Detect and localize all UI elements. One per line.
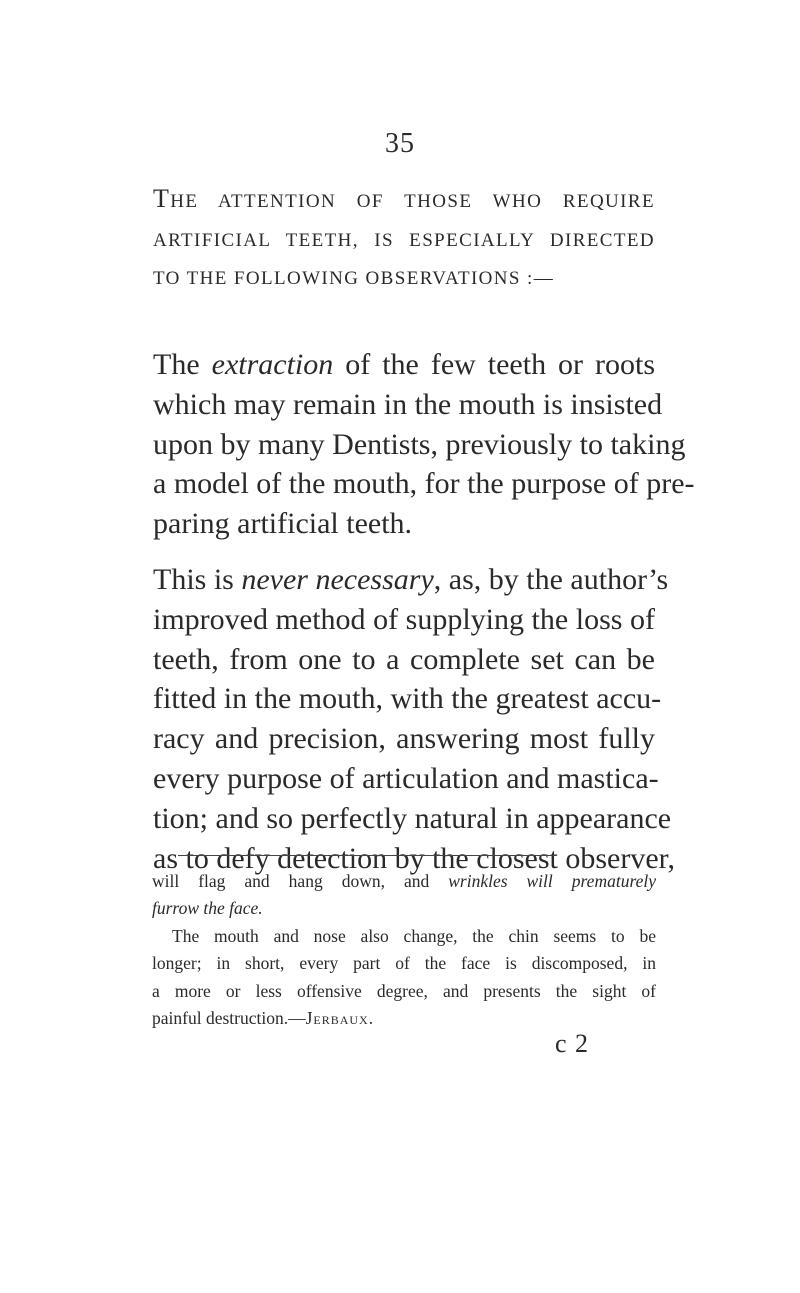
text-line: every purpose of articulation and mastica- bbox=[153, 761, 659, 795]
footnote-line: The mouth and nose also change, the chin seems to be bbox=[172, 925, 656, 946]
text-line: tion; and so perfectly natural in appearance bbox=[153, 801, 672, 835]
footnote-line: will flag and hang down, and wrinkles will prematurely bbox=[152, 871, 657, 891]
footnote-line bbox=[152, 895, 656, 922]
page-number: 35 bbox=[385, 128, 415, 159]
emphasis: extraction bbox=[211, 348, 334, 381]
heading-line: TO THE FOLLOWING OBSERVATIONS :— bbox=[153, 268, 555, 289]
emphasis: never necessary bbox=[241, 563, 434, 596]
heading-line: THE ATTENTION OF THOSE WHO REQUIRE bbox=[153, 184, 655, 213]
footnote bbox=[152, 868, 656, 1032]
signature-mark: c 2 bbox=[555, 1029, 590, 1058]
emphasis: furrow the face. bbox=[152, 898, 263, 919]
text-line: racy and precision, answering most fully bbox=[153, 722, 655, 756]
emphasis: wrinkles will prematurely bbox=[448, 871, 657, 891]
text-line: The extraction of the few teeth or roots bbox=[153, 348, 656, 381]
text-line: a model of the mouth, for the purpose of pre- bbox=[153, 467, 695, 501]
footnote-author: Jerbaux. bbox=[305, 1008, 375, 1029]
text-line: improved method of supplying the loss of bbox=[153, 602, 655, 636]
text-line: fitted in the mouth, with the greatest accu- bbox=[153, 682, 662, 716]
footnote-line: painful destruction.—Jerbaux. bbox=[152, 1008, 375, 1029]
paragraph-extraction bbox=[153, 345, 695, 544]
heading-line: ARTIFICIAL TEETH, IS ESPECIALLY DIRECTED bbox=[153, 229, 655, 251]
footnote-line: longer; in short, every part of the face is discomposed, in bbox=[152, 953, 656, 974]
text-line: paring artificial teeth. bbox=[153, 507, 413, 541]
text-line: upon by many Dentists, previously to taking bbox=[153, 427, 686, 461]
footnote-divider bbox=[178, 855, 556, 856]
text-line: teeth, from one to a complete set can be bbox=[153, 642, 655, 676]
text-line: This is never necessary, as, by the author’s bbox=[153, 563, 669, 596]
text-line: which may remain in the mouth is insisted bbox=[153, 387, 663, 421]
text-line: as to defy detection by the closest observer, bbox=[153, 841, 675, 875]
section-heading bbox=[153, 180, 655, 299]
footnote-line: a more or less offensive degree, and presents the sight of bbox=[152, 980, 656, 1001]
paragraph-never-necessary bbox=[153, 560, 675, 878]
